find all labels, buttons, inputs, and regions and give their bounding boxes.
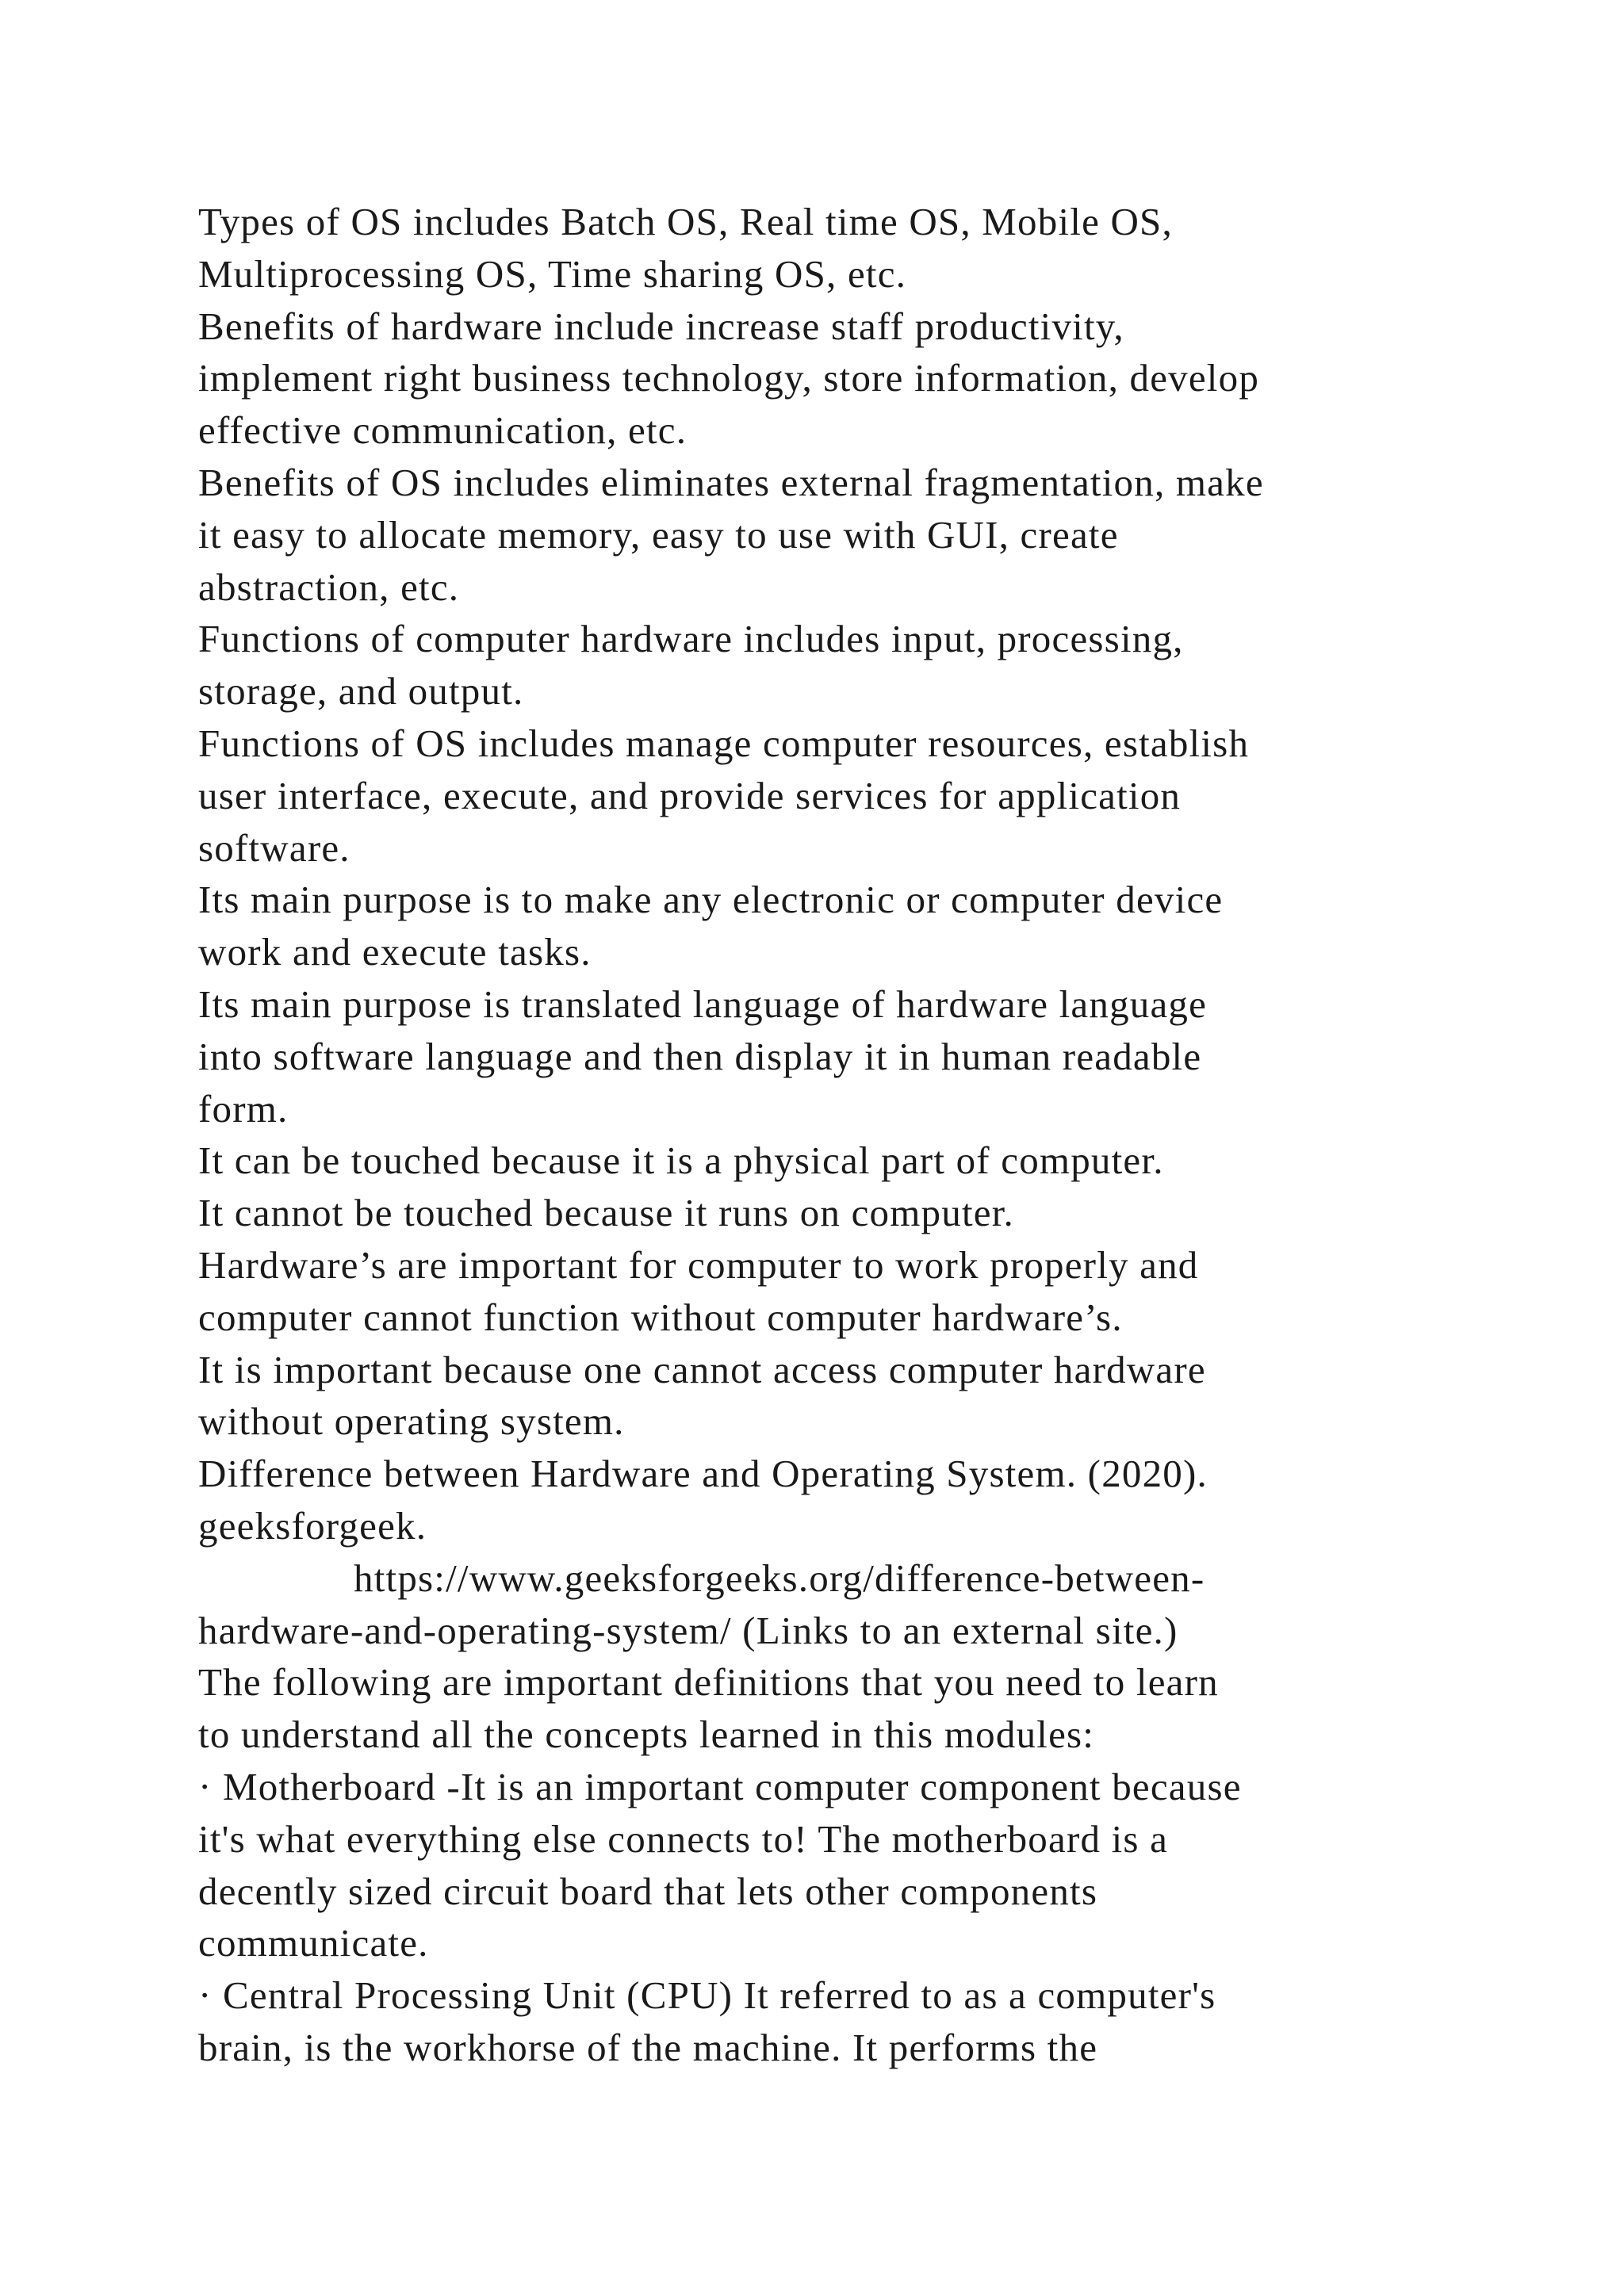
text-line: brain, is the workhorse of the machine. It performs the: [198, 2025, 1098, 2069]
bullet-line: · Central Processing Unit (CPU) It referred to as a computer's: [198, 1973, 1216, 2018]
text-line: work and execute tasks.: [198, 930, 592, 974]
text-line: communicate.: [198, 1921, 429, 1965]
text-line: it easy to allocate memory, easy to use with GUI, create: [198, 512, 1119, 557]
text-line: to understand all the concepts learned in this modules:: [198, 1712, 1095, 1757]
text-line: It can be touched because it is a physical part of computer.: [198, 1138, 1164, 1183]
text-line: Benefits of OS includes eliminates external fragmentation, make: [198, 460, 1264, 504]
text-line: storage, and output.: [198, 669, 524, 714]
text-line: Types of OS includes Batch OS, Real time OS, Mobile OS,: [198, 200, 1173, 243]
text-line: Functions of OS includes manage computer resources, establish: [198, 721, 1250, 765]
text-line: Its main purpose is translated language of hardware language: [198, 982, 1208, 1026]
text-line: into software language and then display it in human readable: [198, 1034, 1202, 1078]
text-line: Hardware’s are important for computer to work properly and: [198, 1242, 1199, 1287]
reference-url-line: https://www.geeksforgeeks.org/difference-between-: [354, 1556, 1205, 1600]
text-line: effective communication, etc.: [198, 408, 688, 453]
text-line: abstraction, etc.: [198, 564, 460, 609]
reference-url-line: hardware-and-operating-system/ (Links to an external site.): [198, 1608, 1178, 1652]
text-line: The following are important definitions that you need to learn: [198, 1660, 1219, 1705]
text-line: form.: [198, 1086, 289, 1131]
reference-line: Difference between Hardware and Operating System. (2020).: [198, 1452, 1208, 1496]
bullet-line: · Motherboard -It is an important computer component because: [198, 1764, 1242, 1808]
text-line: Functions of computer hardware includes input, processing,: [198, 617, 1184, 661]
text-line: software.: [198, 825, 350, 870]
text-line: Benefits of hardware include increase staff productivity,: [198, 304, 1124, 348]
document-body: [198, 196, 1507, 2074]
text-line: without operating system.: [198, 1399, 625, 1444]
text-line: implement right business technology, store information, develop: [198, 356, 1260, 400]
text-line: computer cannot function without computer hardware’s.: [198, 1295, 1123, 1339]
text-line: Multiprocessing OS, Time sharing OS, etc.: [198, 251, 907, 296]
text-line: It is important because one cannot access computer hardware: [198, 1347, 1206, 1391]
reference-line: geeksforgeek.: [198, 1503, 427, 1548]
text-line: it's what everything else connects to! The motherboard is a: [198, 1816, 1169, 1861]
text-line: It cannot be touched because it runs on computer.: [198, 1191, 1014, 1235]
text-line: decently sized circuit board that lets other components: [198, 1869, 1098, 1913]
text-line: Its main purpose is to make any electronic or computer device: [198, 878, 1224, 922]
text-line: user interface, execute, and provide services for application: [198, 773, 1182, 817]
